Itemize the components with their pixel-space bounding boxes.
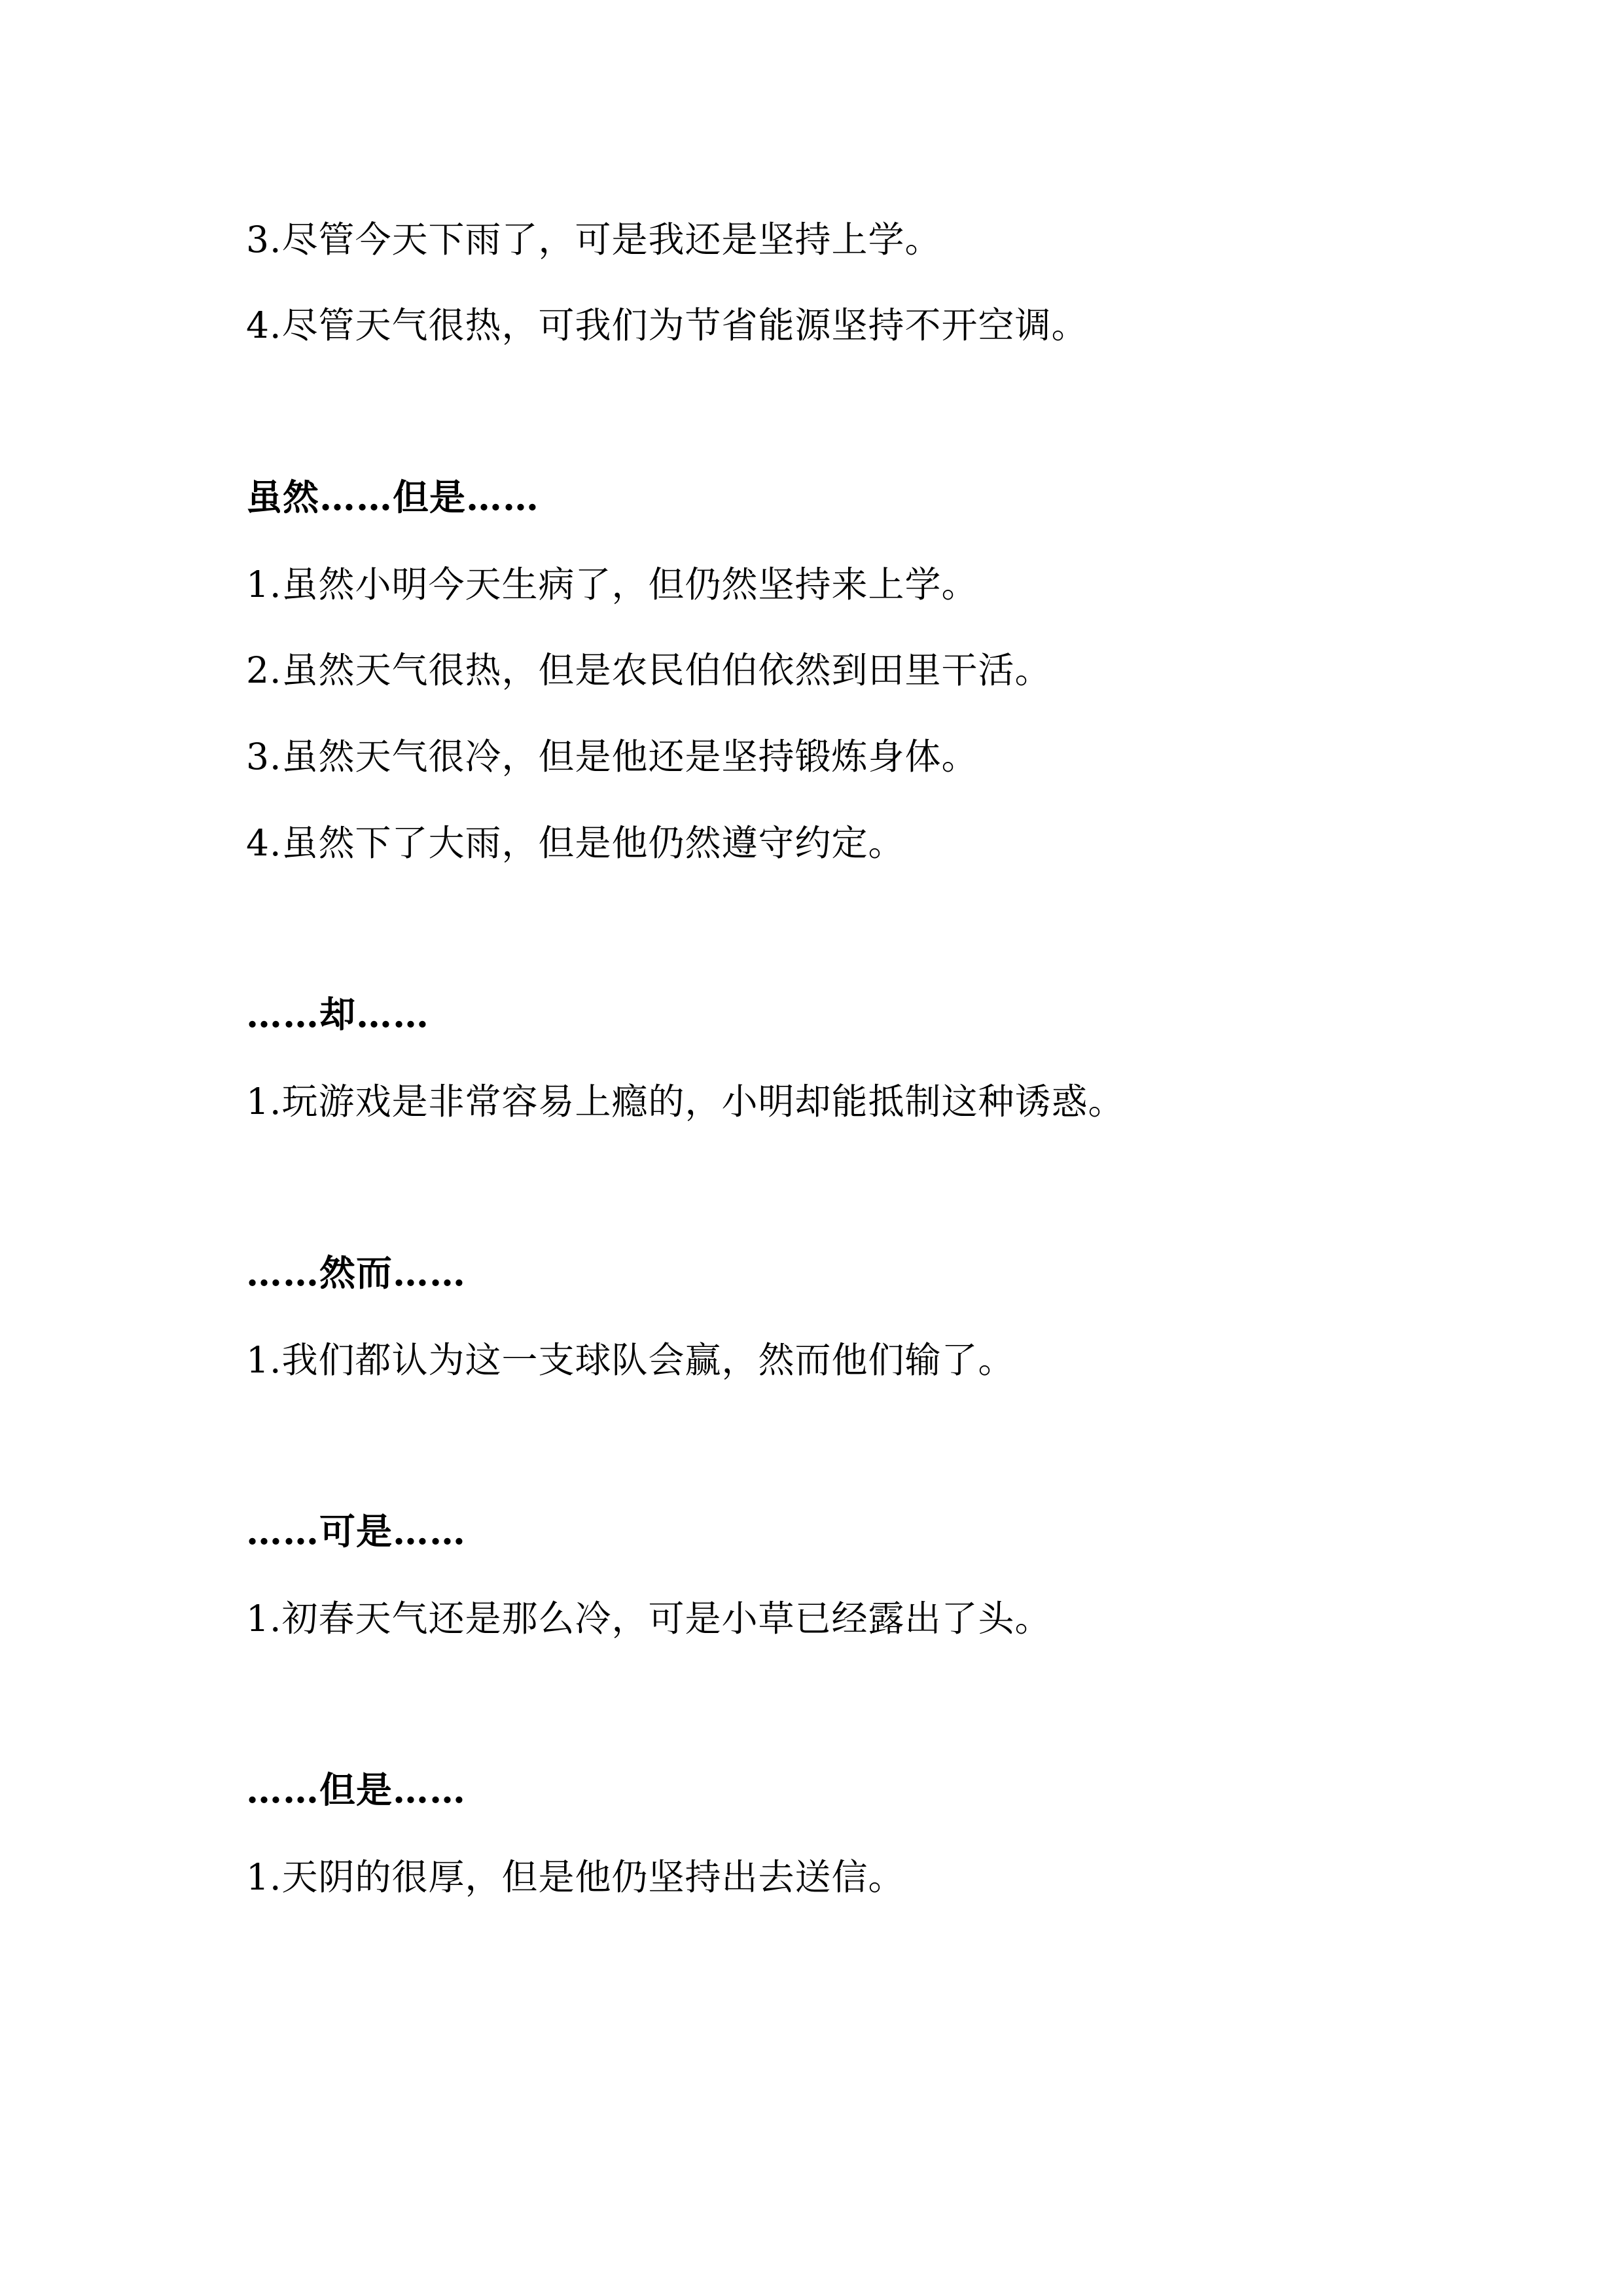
- section-line: 1.天阴的很厚，但是他仍坚持出去送信。: [246, 1856, 905, 1898]
- section-heading-raner: ……然而……: [246, 1251, 467, 1294]
- section-line: 2.虽然天气很热，但是农民伯伯依然到田里干活。: [246, 649, 1052, 691]
- section-heading-keshi: ……可是……: [246, 1510, 467, 1552]
- section-heading-que: ……却……: [246, 993, 430, 1035]
- section-line: 1.我们都认为这一支球队会赢，然而他们输了。: [246, 1339, 1015, 1381]
- section-line: 1.玩游戏是非常容易上瘾的，小明却能抵制这种诱惑。: [246, 1081, 1125, 1122]
- section-line: 3.虽然天气很冷，但是他还是坚持锻炼身体。: [246, 736, 978, 778]
- section-line: 1.虽然小明今天生病了，但仍然坚持来上学。: [246, 564, 978, 605]
- intro-line-3: 3.尽管今天下雨了，可是我还是坚持上学。: [246, 219, 942, 260]
- section-heading-danshi: ……但是……: [246, 1768, 467, 1811]
- section-heading-suiran-danshi: 虽然……但是……: [246, 476, 540, 518]
- intro-line-4: 4.尽管天气很热，可我们为节省能源坚持不开空调。: [246, 304, 1088, 346]
- section-line: 1.初春天气还是那么冷，可是小草已经露出了头。: [246, 1598, 1052, 1640]
- section-line: 4.虽然下了大雨，但是他仍然遵守约定。: [246, 822, 905, 864]
